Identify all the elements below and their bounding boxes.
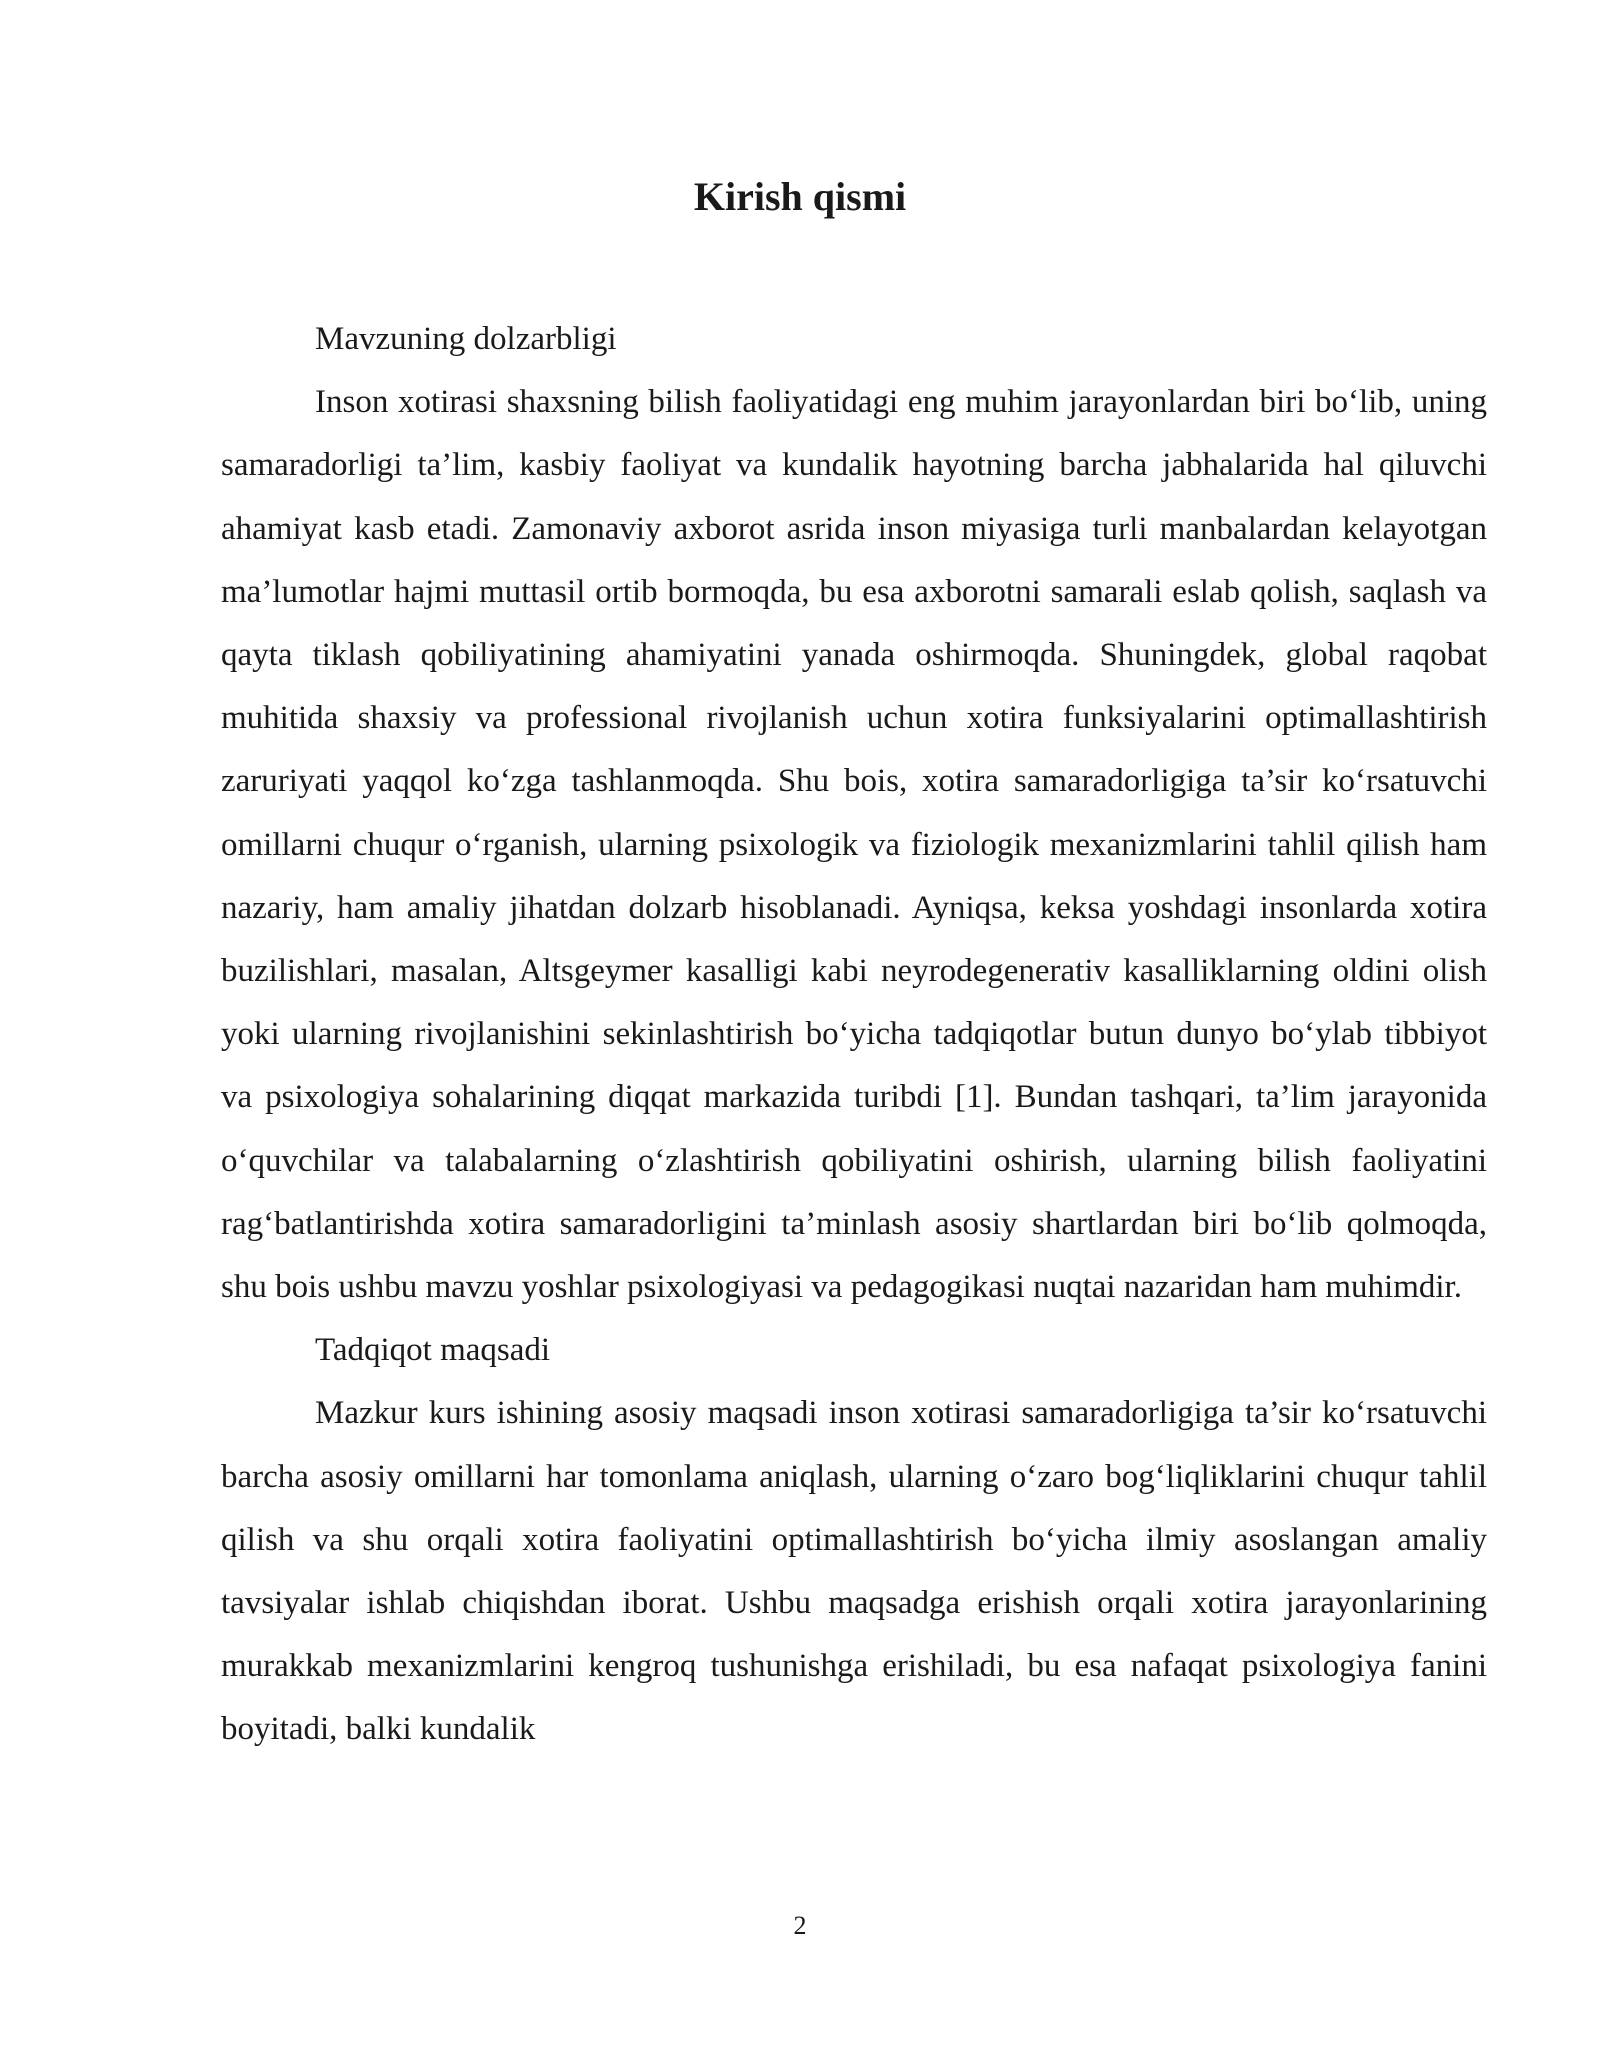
section-heading-goal: Tadqiqot maqsadi: [315, 1332, 551, 1369]
page-number: 2: [793, 1911, 807, 1940]
section-paragraph-goal: Mazkur kurs ishining asosiy maqsadi inson xotirasi samaradorligiga ta’sir ko‘rsatuvchi barcha asosiy omillarni har tomonlama aniqlash, ularning o‘zaro bog‘liqliklarini chuqur tahlil qilish va shu orqali xotira faoliyatini optimallashtirish bo‘yicha ilmiy asoslangan amaliy tavsiyalar ishlab chiqishdan iborat. Ushbu maqsadga erishish orqali xotira jarayonlarining murakkab mexanizmlarini kengroq tushunishga erishiladi, bu esa nafaqat psixologiya fanini boyitadi, balki kundalik: [221, 1395, 1487, 1748]
document-body: [221, 308, 1487, 1762]
section-heading-relevance: Mavzuning dolzarbligi: [315, 321, 617, 357]
section-paragraph-relevance: Inson xotirasi shaxsning bilish faoliyatidagi eng muhim jarayonlardan biri bo‘lib, uning samaradorligi ta’lim, kasbiy faoliyat va kundalik hayotning barcha jabhalarida hal qiluvchi ahamiyat kasb etadi. Zamonaviy axborot asrida inson miyasiga turli manbalardan kelayotgan ma’lumotlar hajmi muttasil ortib bormoqda, bu esa axborotni samarali eslab qolish, saqlash va qayta tiklash qobiliyatining ahamiyatini yanada oshirmoqda. Shuningdek, global raqobat muhitida shaxsiy va professional rivojlanish uchun xotira funksiyalarini optimallashtirish zaruriyati yaqqol ko‘zga tashlanmoqda. Shu bois, xotira samaradorligiga ta’sir ko‘rsatuvchi omillarni chuqur o‘rganish, ularning psixologik va fiziologik mexanizmlarini tahlil qilish ham nazariy, ham amaliy jihatdan dolzarb hisoblanadi. Ayniqsa, keksa yoshdagi insonlarda xotira buzilishlari, masalan, Altsgeymer kasalligi kabi neyrodegenerativ kasalliklarning oldini olish yoki ularning rivojlanishini sekinlashtirish bo‘yicha tadqiqotlar butun dunyo bo‘ylab tibbiyot va psixologiya sohalarining diqqat markazida turibdi [1]. Bundan tashqari, ta’lim jarayonida o‘quvchilar va talabalarning o‘zlashtirish qobiliyatini oshirish, ularning bilish faoliyatini rag‘batlantirishda xotira samaradorligini ta’minlash asosiy shartlardan biri bo‘lib qolmoqda, shu bois ushbu mavzu yoshlar psixologiyasi va pedagogikasi nuqtai nazaridan ham muhimdir.: [221, 384, 1487, 1306]
page-title: Kirish qismi: [693, 173, 907, 219]
